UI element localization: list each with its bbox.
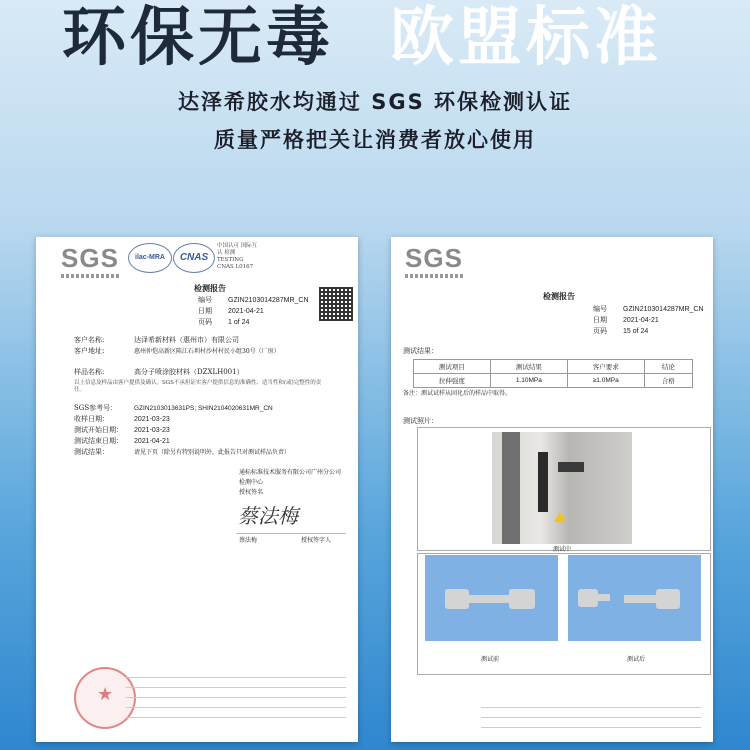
caption-before-test: 测试前 — [481, 656, 500, 663]
page-number: 1 of 24 — [228, 319, 250, 326]
footer-line-3 — [481, 727, 701, 728]
machine-grip — [538, 452, 548, 512]
hero-title — [0, 0, 750, 75]
signer-title: 授权签字人 — [301, 537, 332, 544]
page-label: 页码 — [198, 318, 212, 326]
logo-stripes — [405, 274, 463, 278]
logo-stripes — [61, 274, 119, 278]
caption-during-test: 测试中 — [553, 546, 572, 553]
sgs-logo: SGS — [405, 243, 463, 273]
table-cell: 1.10MPa — [490, 374, 567, 388]
broken-neck-left — [596, 594, 610, 601]
report-cover-page — [36, 237, 358, 742]
report-no-label: 编号 — [593, 305, 607, 313]
client-name-label: 客户名称: — [74, 336, 105, 344]
report-title: 检测报告 — [543, 291, 575, 301]
disclaimer-note: 以上信息及样品由客户提供及确认。SGS不承担证实客户提供信息的准确性、适当性和(或)完整性的责任。 — [74, 380, 322, 393]
client-address: 惠州仲恺高新区陈江石圳村沙村村民小组30号（厂房） — [134, 348, 280, 355]
test-result: 请见下页（除另有特别说明外，此报告只对测试样品负责） — [134, 449, 291, 456]
authorized-signature-label: 授权签名 — [239, 489, 264, 496]
sample-name: 高分子喷涂胶材料（DZXLH001） — [134, 368, 244, 376]
test-end-date: 2021-04-21 — [134, 438, 170, 445]
sgs-ref-label: SGS参考号： — [74, 404, 118, 412]
report-no-label: 编号 — [198, 296, 212, 304]
footer-line-5 — [126, 717, 346, 718]
subtitle-quality: 质量严格把关让消费者放心使用 — [214, 128, 536, 152]
receive-date-label: 收样日期： — [74, 415, 109, 423]
report-no: GZIN2103014287MR_CN — [228, 297, 309, 304]
broken-neck-right — [624, 595, 658, 603]
seal-star-icon: ★ — [97, 684, 114, 705]
table-cell: 拉伸强度 — [414, 374, 491, 388]
test-result-label: 测试结果： — [74, 448, 109, 456]
client-name: 达泽希新材料（惠州市）有限公司 — [134, 336, 239, 344]
footer-line-1 — [126, 677, 346, 678]
cnas-badge: CNAS — [173, 243, 215, 273]
photos-label: 测试照片： — [403, 417, 438, 425]
test-start-label: 测试开始日期： — [74, 426, 123, 434]
report-no: GZIN2103014287MR_CN — [623, 306, 704, 313]
results-table — [413, 359, 693, 388]
machine-column-left — [502, 432, 520, 544]
sgs-logo: SGS — [61, 243, 119, 273]
subtitle-certification: 达泽希胶水均通过 SGS 环保检测认证 — [177, 90, 573, 114]
table-header-cell: 测试结果 — [490, 360, 567, 374]
table-row — [414, 374, 693, 388]
ilac-mra-badge: ilac-MRA — [128, 243, 172, 273]
sample-after-photo — [568, 555, 701, 641]
footer-line-4 — [126, 707, 346, 708]
footer-line-1 — [481, 707, 701, 708]
tensile-test-machine-photo — [492, 432, 632, 544]
machine-clamp — [558, 462, 584, 472]
issuing-company: 通标标准技术服务有限公司广州分公司 — [239, 469, 342, 476]
qr-code — [319, 287, 353, 321]
caption-after-test: 测试后 — [627, 656, 646, 663]
page-number: 15 of 24 — [623, 328, 649, 335]
hero-title-left: 环保无毒 — [62, 1, 334, 75]
signer-name: 蔡法梅 — [239, 537, 258, 544]
broken-piece-right — [656, 589, 680, 609]
signature-line — [236, 533, 346, 534]
broken-piece-left — [578, 589, 598, 607]
handwritten-signature: 蔡法梅 — [238, 504, 298, 528]
sample-neck — [467, 595, 511, 603]
testing-center: 检测中心 — [239, 479, 264, 486]
sample-before-photo — [425, 555, 558, 641]
report-results-page — [391, 237, 713, 742]
test-end-label: 测试结束日期： — [74, 437, 123, 445]
footer-line-2 — [481, 717, 701, 718]
remark: 备注：测试试样从固化后的样品中取得。 — [403, 390, 512, 397]
footer-line-3 — [126, 697, 346, 698]
table-header-cell: 客户要求 — [567, 360, 644, 374]
date-label: 日期 — [198, 307, 212, 315]
report-title: 检测报告 — [194, 283, 226, 293]
receive-date: 2021-03-23 — [134, 416, 170, 423]
footer-line-2 — [126, 687, 346, 688]
results-label: 测试结果： — [403, 347, 438, 355]
cnas-caption: 中国认可 国际互认 检测 TESTING CNAS L0167 — [217, 243, 258, 270]
sample-name-label: 样品名称: — [74, 368, 105, 376]
client-address-label: 客户地址: — [74, 347, 105, 355]
table-cell: 合格 — [644, 374, 692, 388]
table-cell: ≥1.0MPa — [567, 374, 644, 388]
date-label: 日期 — [593, 316, 607, 324]
hero-title-right: 欧盟标准 — [390, 1, 662, 75]
test-start-date: 2021-03-23 — [134, 427, 170, 434]
warning-triangle-icon — [554, 512, 566, 522]
sgs-ref: GZIN2103013631PS; SHIN2104020631MR_CN — [134, 405, 273, 412]
table-header-cell: 结论 — [644, 360, 692, 374]
table-header-cell: 测试项目 — [414, 360, 491, 374]
sample-end-left — [445, 589, 469, 609]
table-header-row — [414, 360, 693, 374]
report-date: 2021-04-21 — [228, 308, 264, 315]
report-date: 2021-04-21 — [623, 317, 659, 324]
sample-end-right — [509, 589, 535, 609]
page-label: 页码 — [593, 327, 607, 335]
